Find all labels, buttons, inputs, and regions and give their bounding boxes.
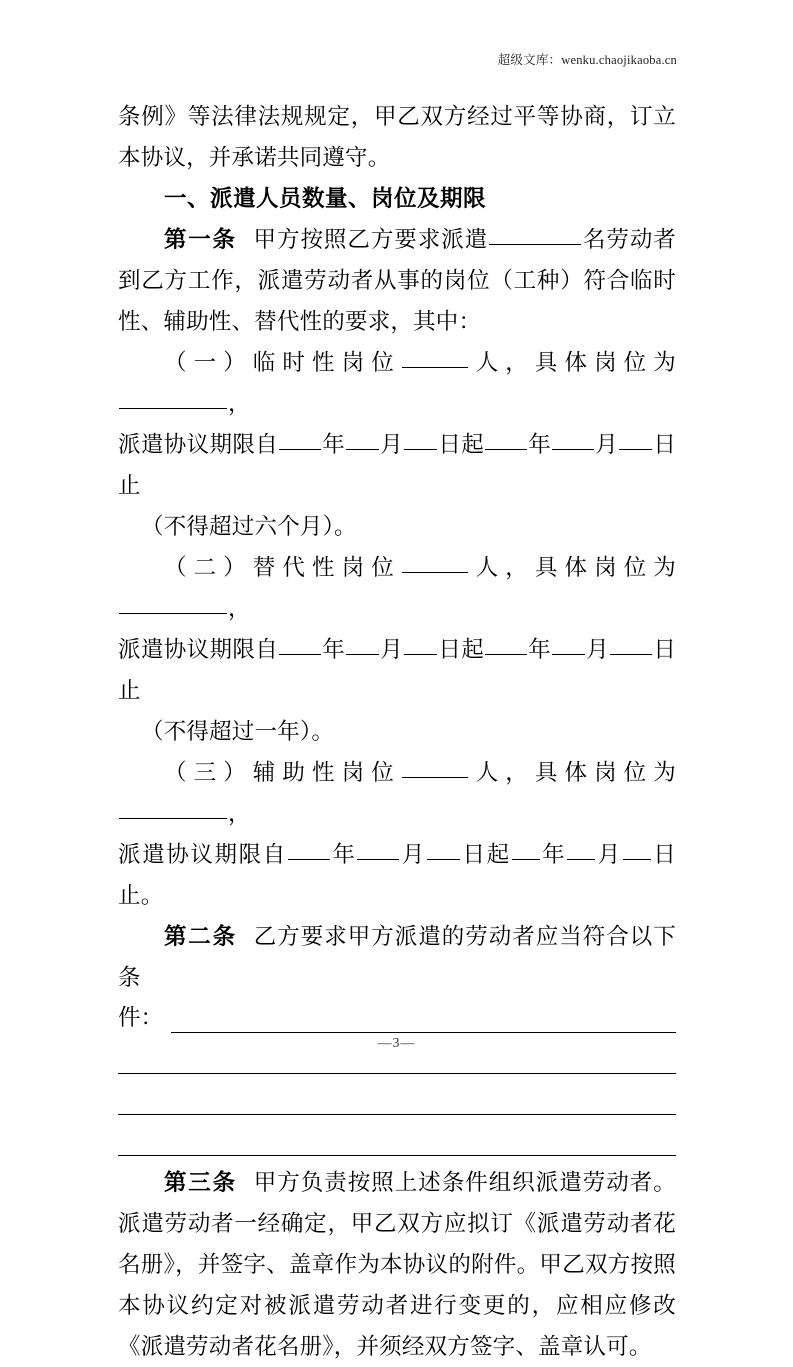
item-2-year-1: 年 [322,637,346,662]
header-label: 超级文库： [497,53,562,67]
item-1-start-year-blank[interactable] [279,429,321,450]
article-2-paragraph [118,916,676,998]
article-3-paragraph [118,1162,676,1367]
item-1-headcount-blank[interactable] [402,347,468,368]
article-2-text-tail: 件： [118,1005,164,1030]
item-3-line-1 [118,752,676,834]
item-2-month-1: 月 [380,637,404,662]
article-2-label: 第二条 [164,924,237,949]
item-3-headcount-blank[interactable] [402,757,468,778]
item-3-comma: ， [228,801,251,826]
item-3-end-month-blank[interactable] [567,839,595,860]
item-3-end-day-blank[interactable] [623,839,651,860]
item-1-start-month-blank[interactable] [346,429,379,450]
item-2-note: （不得超过一年）。 [141,719,335,744]
item-1-end-month-blank[interactable] [552,429,594,450]
fill-in-line-2[interactable] [118,1114,676,1115]
item-3-day-end: 日止。 [118,842,677,908]
item-3-position-blank[interactable] [119,798,227,819]
intro-paragraph: 条例》等法律法规规定，甲乙双方经过平等协商，订立本协议，并承诺共同遵守。 [118,104,676,170]
item-3-line-2 [118,834,676,916]
section-heading: 一、派遣人员数量、岗位及期限 [164,186,487,211]
item-2-day-end: 日止 [118,637,677,703]
page-footer [0,1036,793,1052]
item-2-term-lead: 派遣协议期限自 [118,637,279,662]
fill-in-line-2-row [118,1080,676,1121]
fill-in-line-3-row [118,1121,676,1162]
article-1-text-after-blank: 名劳动者到乙方工作，派遣劳动者从事的岗位（工种）符合临时性、辅助性、替代性的要求，其中： [118,227,676,334]
item-2-headcount-blank[interactable] [402,552,468,573]
item-2-start-year-blank[interactable] [279,634,321,655]
item-1-year-2: 年 [528,432,552,457]
item-1-note: （不得超过六个月）。 [141,514,357,539]
item-2-end-month-blank[interactable] [552,634,585,655]
item-2-end-year-blank[interactable] [485,634,527,655]
item-1-end-day-blank[interactable] [619,429,652,450]
item-2-position-blank[interactable] [119,593,227,614]
item-3-marker: （三） [164,760,253,785]
item-2-post-type: 替代性岗位 [252,555,401,580]
item-1-position-blank[interactable] [119,388,227,409]
fill-in-line-1[interactable] [118,1073,676,1074]
article-1-label: 第一条 [164,227,237,252]
article-1-paragraph [118,219,676,342]
item-1-day-end: 日止 [118,432,677,498]
item-2-start-day-blank[interactable] [404,634,437,655]
item-3-term-lead: 派遣协议期限自 [118,842,287,867]
article-2-text: 乙方要求甲方派遣的劳动者应当符合以下条 [118,924,676,990]
item-3-end-year-blank[interactable] [512,839,540,860]
item-1-start-day-blank[interactable] [404,429,437,450]
item-1-term-lead: 派遣协议期限自 [118,432,279,457]
item-3-start-month-blank[interactable] [357,839,399,860]
item-1-line-2 [118,424,676,506]
article-3-text: 甲方负责按照上述条件组织派遣劳动者。派遣劳动者一经确定，甲乙双方应拟订《派遣劳动者花名册》，并签字、盖章作为本协议的附件。甲乙双方按照本协议约定对被派遣劳动者进行变更的，应相应修改《派遣劳动者花名册》，并须经双方签字、盖章认可。 [118,1170,676,1359]
item-3-month-1: 月 [400,842,427,867]
item-3-start-day-blank[interactable] [427,839,460,860]
item-2-marker: （二） [164,555,253,580]
item-1-month-1: 月 [380,432,404,457]
item-1-comma: ， [228,391,251,416]
item-2-line-2 [118,629,676,711]
item-1-marker: （一） [164,350,253,375]
item-1-year-1: 年 [322,432,346,457]
item-2-start-month-blank[interactable] [346,634,379,655]
item-2-month-2: 月 [586,637,610,662]
item-2-line-1 [118,547,676,629]
item-3-post-type: 辅助性岗位 [252,760,401,785]
article-2-condition-line-row [118,998,676,1039]
article-2-condition-line[interactable] [171,1032,676,1033]
item-3-year-1: 年 [330,842,357,867]
item-1-month-2: 月 [595,432,619,457]
article-1-text-before-blank: 甲方按照乙方要求派遣 [252,227,489,252]
fill-in-line-3[interactable] [118,1155,676,1156]
item-3-day-start: 日起 [461,842,511,867]
item-3-unit: 人，具体岗位为 [468,760,676,785]
item-3-year-2: 年 [540,842,567,867]
item-1-unit: 人，具体岗位为 [468,350,676,375]
document-body [118,96,676,1367]
header-url: wenku.chaojikaoba.cn [561,53,677,67]
article-3-label: 第三条 [164,1170,237,1195]
item-2-comma: ， [228,596,251,621]
item-3-start-year-blank[interactable] [288,839,330,860]
item-1-day-start: 日起 [438,432,485,457]
item-2-unit: 人，具体岗位为 [468,555,676,580]
article-1-count-blank[interactable] [489,224,581,245]
item-3-month-2: 月 [596,842,622,867]
item-1-end-year-blank[interactable] [485,429,527,450]
item-2-year-2: 年 [528,637,552,662]
item-1-post-type: 临时性岗位 [252,350,401,375]
item-1-line-1 [118,342,676,424]
page-header [498,50,677,68]
item-2-end-day-blank[interactable] [610,634,652,655]
page-number: —3— [377,1036,416,1051]
item-2-day-start: 日起 [438,637,485,662]
